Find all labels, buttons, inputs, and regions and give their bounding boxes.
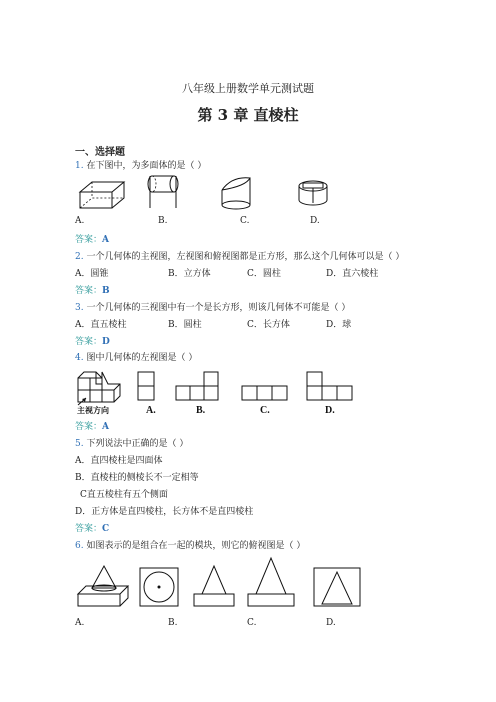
answer-value: A (102, 422, 109, 432)
question-number: 3. (75, 303, 84, 313)
q6-option-c: C. (247, 618, 257, 628)
q6-option-d: D. (326, 618, 336, 628)
answer-label: 答案： (75, 337, 103, 347)
q6-option-b: B. (168, 618, 178, 628)
q3-option-b: B．圆柱 (168, 320, 202, 330)
question-number: 1. (75, 161, 84, 171)
question-stem: 如图表示的是组合在一起的模块，则它的俯视图是（ ） (86, 541, 306, 551)
q3-option-d: D．球 (326, 320, 352, 330)
q3-option-a: A．直五棱柱 (75, 320, 127, 330)
answer-value: B (102, 286, 110, 296)
q1-option-c: C. (240, 216, 250, 226)
main-view-direction-label: 主视方向 (77, 406, 109, 415)
q2-option-a: A．圆锥 (75, 269, 109, 279)
answer-label: 答案： (75, 524, 103, 534)
option-c-figure (248, 558, 294, 606)
q2-option-c: C．圆柱 (247, 269, 281, 279)
option-b-figure (194, 566, 234, 606)
question-stem: 一个几何体的主视图，左视图和俯视图都是正方形，那么这个几何体可以是（ ） (86, 252, 405, 262)
option-c-label: C. (260, 405, 270, 416)
section-heading: 一、选择题 (75, 147, 125, 158)
q2-option-b: B．立方体 (168, 269, 211, 279)
option-a-label: A. (146, 405, 156, 416)
q1-option-b: B. (158, 216, 168, 226)
option-a-figure (140, 568, 178, 606)
answer-value: C (102, 524, 110, 534)
q5-option-c: C直五棱柱有五个侧面 (80, 490, 168, 500)
option-b-label: B. (196, 405, 206, 416)
question-number: 5. (75, 439, 84, 449)
q5-option-d: D．正方体是直四棱柱，长方体不是直四棱柱 (75, 507, 254, 517)
q1-option-a: A. (75, 216, 85, 226)
q1-option-d: D. (310, 216, 320, 226)
q5-option-a: A．直四棱柱是四面体 (75, 456, 163, 466)
q6-option-a: A. (75, 618, 85, 628)
question-stem: 在下图中，为多面体的是（ ） (86, 161, 207, 171)
option-d-figure (314, 568, 360, 606)
answer-value: A (102, 235, 109, 245)
question-stem: 图中几何体的左视图是（ ） (86, 353, 198, 363)
document-title: 八年级上册数学单元测试题 (182, 82, 314, 95)
q3-option-c: C．长方体 (247, 320, 290, 330)
q2-option-d: D．直六棱柱 (326, 269, 379, 279)
answer-value: D (102, 337, 110, 347)
answer-label: 答案： (75, 422, 103, 432)
question-number: 6. (75, 541, 84, 551)
question-stem: 一个几何体的三视图中有一个是长方形，则该几何体不可能是（ ） (86, 303, 351, 313)
question-number: 4. (75, 353, 84, 363)
chapter-heading: 第 3 章 直棱柱 (197, 106, 299, 124)
question-stem: 下列说法中正确的是（ ） (86, 439, 189, 449)
question-number: 2. (75, 252, 84, 262)
q5-option-b: B．直棱柱的侧棱长不一定相等 (75, 473, 199, 483)
cone-on-block-figure (78, 566, 128, 606)
answer-label: 答案： (75, 286, 103, 296)
option-d-label: D. (325, 405, 335, 416)
answer-label: 答案： (75, 235, 103, 245)
